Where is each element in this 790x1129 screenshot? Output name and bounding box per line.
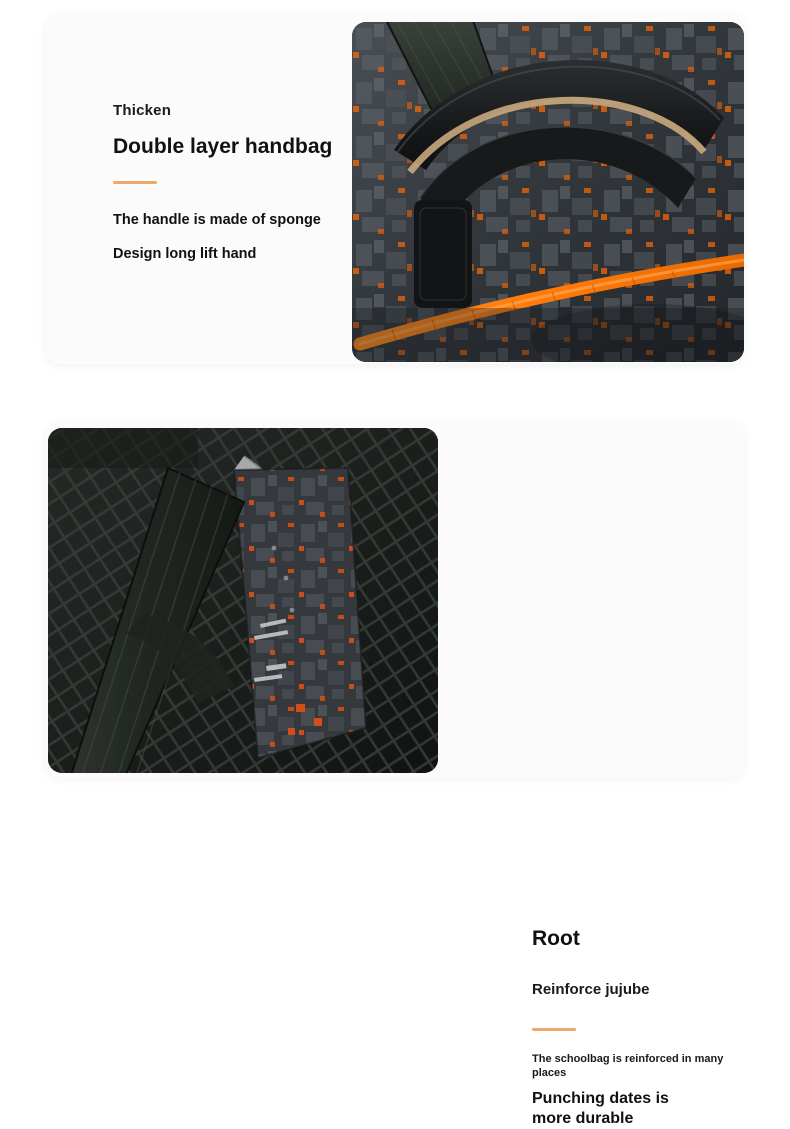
accent-divider (113, 181, 157, 184)
handbag-feature-line-2: Design long lift hand (113, 246, 257, 262)
handbag-feature-line-1: The handle is made of sponge (113, 212, 321, 228)
accent-divider-2 (532, 1028, 576, 1031)
handbag-headline: Double layer handbag (113, 135, 333, 158)
root-big-line-2: more durable (532, 1109, 634, 1127)
root-eyebrow: Reinforce jujube (532, 981, 650, 998)
root-small-line: The schoolbag is reinforced in many places (532, 1053, 724, 1079)
card-root-text-block (532, 927, 772, 1129)
handbag-photo (352, 22, 744, 362)
root-big-line-1: Punching dates is (532, 1089, 669, 1107)
root-headline: Root (532, 927, 580, 950)
root-photo (48, 428, 438, 773)
handbag-eyebrow: Thicken (113, 102, 172, 119)
